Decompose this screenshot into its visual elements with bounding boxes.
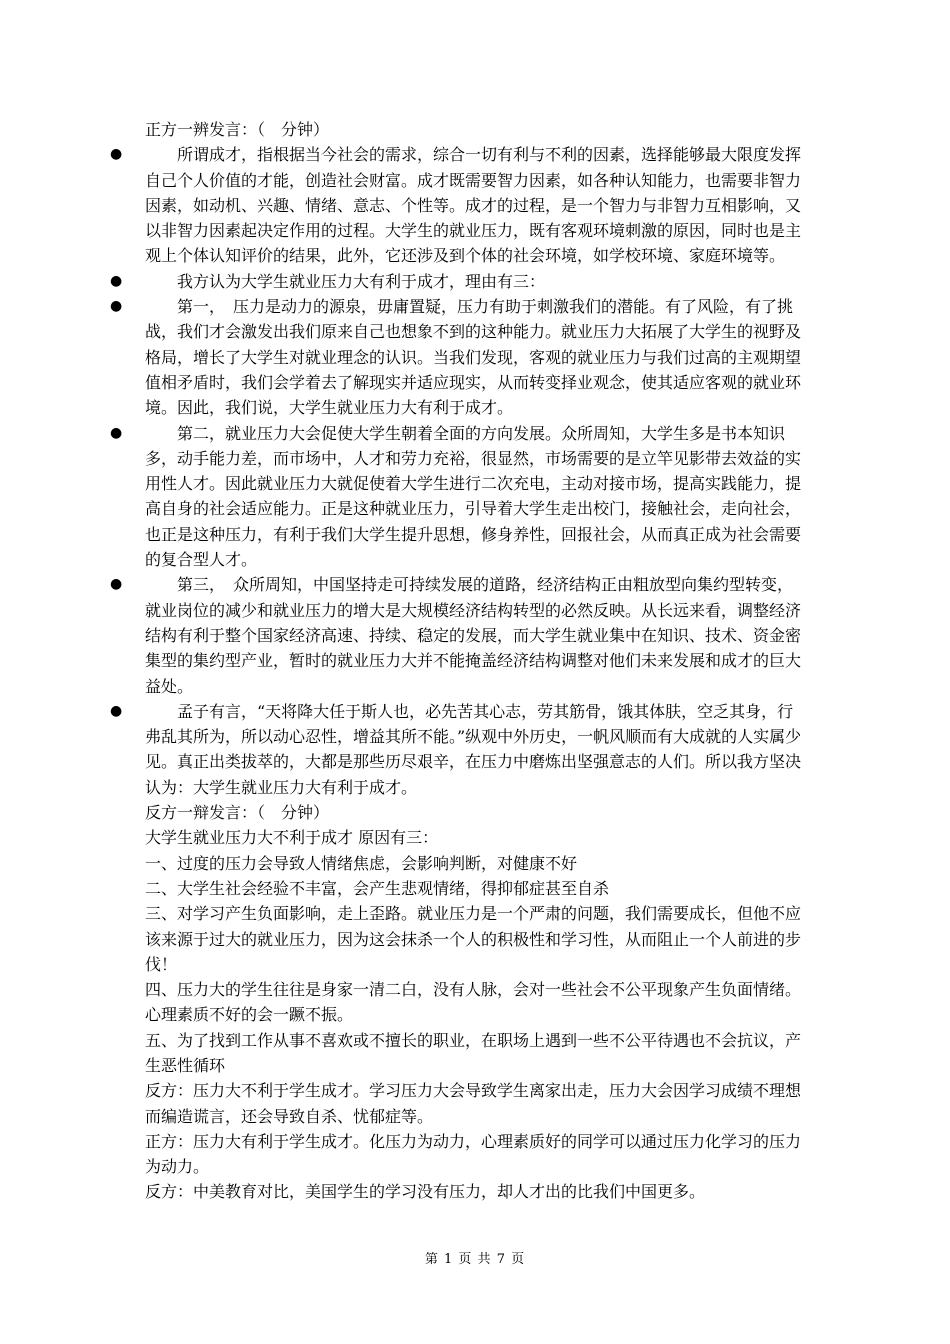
negative-line: 二、大学生社会经验不丰富，会产生悲观情绪，得抑郁症甚至自杀 <box>145 878 610 898</box>
negative-line: 反方：中美教育对比，美国学生的学习没有压力，却人才出的比我们中国更多。 <box>145 1182 706 1202</box>
page-footer: 第 1 页 共 7 页 <box>424 1252 526 1267</box>
bullet-icon: ● <box>110 146 123 163</box>
negative-line: 五、为了找到工作从事不喜欢或不擅长的职业，在职场上遇到一些不公平待遇也不会抗议，产生恶性循环 <box>145 1030 802 1075</box>
paragraph-reason-1: 第一， 压力是动力的源泉，毋庸置疑，压力有助于刺激我们的潜能。有了风险，有了挑战，我们才会激发出我们原来自己也想象不到的这种能力。就业压力大拓展了大学生的视野及格局，增长了大学生对就业理念的认识。当我们发现，客观的就业压力与我们过高的主观期望值相矛盾时，我们会学着去了解现实并适应现实，从而转变择业观念，使其适应客观的就业环境。因此，我们说，大学生就业压力大有利于成才。 <box>145 297 802 418</box>
bullet-paragraph <box>110 699 807 800</box>
paragraph-reason-2: 第二，就业压力大会促使大学生朝着全面的方向发展。众所周知，大学生多是书本知识多，动手能力差，而市场中，人才和劳力充裕，很显然，市场需要的是立竿见影带去效益的实用性人才。因此就业压力大就促使着大学生进行二次充电，主动对接市场，提高实践能力，提高自身的社会适应能力。正是这种就业压力，引导着大学生走出校门，接触社会，走向社会，也正是这种压力，有利于我们大学生提升思想，修身养性，回报社会，从而真正成为社会需要的复合型人才。 <box>145 423 802 570</box>
document-body <box>110 117 807 1205</box>
bullet-icon: ● <box>110 298 123 315</box>
bullet-icon: ● <box>110 272 123 289</box>
negative-line: 一、过度的压力会导致人情绪焦虑，会影响判断，对健康不好 <box>145 853 578 873</box>
bullet-paragraph <box>110 421 807 573</box>
paragraph-conclusion: 孟子有言，“天将降大任于斯人也，必先苦其心志，劳其筋骨，饿其体肤，空乏其身，行弗乱其所为，所以动心忍性，增益其所不能。”纵观中外历史，一帆风顺而有大成就的人实属少见。真正出类拔萃的，大都是那些历尽艰辛，在压力中磨炼出坚强意志的人们。所以我方坚决认为：大学生就业压力大有利于成才。 <box>145 701 802 797</box>
negative-line: 反方：压力大不利于学生成才。学习压力大会导致学生离家出走，压力大会因学习成绩不理想而编造谎言，还会导致自杀、忧郁症等。 <box>145 1081 802 1126</box>
negative-heading: 反方一辩发言：（ 分钟） <box>145 803 330 823</box>
negative-line: 大学生就业压力大不利于成才 原因有三： <box>145 828 439 848</box>
negative-line: 正方：压力大有利于学生成才。化压力为动力，心理素质好的同学可以通过压力化学习的压力为动力。 <box>145 1131 802 1177</box>
bullet-icon: ● <box>110 424 123 441</box>
bullet-icon: ● <box>110 576 123 593</box>
paragraph-thesis: 我方认为大学生就业压力大有利于成才，理由有三： <box>177 271 546 291</box>
paragraph-definition: 所谓成才，指根据当今社会的需求，综合一切有利与不利的因素，选择能够最大限度发挥自己个人价值的才能，创造社会财富。成才既需要智力因素，如各种认知能力，也需要非智力因素，如动机、兴趣、情绪、意志、个性等。成才的过程，是一个智力与非智力互相影响，又以非智力因素起决定作用的过程。大学生的就业压力，既有客观环境刺激的原因，同时也是主观上个体认知评价的结果，此外，它还涉及到个体的社会环境，如学校环境、家庭环境等。 <box>145 145 802 266</box>
bullet-paragraph <box>110 572 807 698</box>
bullet-paragraph <box>110 269 807 294</box>
paragraph-reason-3: 第三， 众所周知，中国坚持走可持续发展的道路，经济结构正由粗放型向集约型转变，就业岗位的减少和就业压力的增大是大规模经济结构转型的必然反映。从长远来看，调整经济结构有利于整个国家经济高速、持续、稳定的发展，而大学生就业集中在知识、技术、资金密集型的集约型产业，暂时的就业压力大并不能掩盖经济结构调整对他们未来发展和成才的巨大益处。 <box>145 575 802 696</box>
bullet-paragraph <box>110 142 807 268</box>
affirmative-heading: 正方一辨发言：（ 分钟） <box>145 120 330 139</box>
bullet-icon: ● <box>110 702 123 719</box>
bullet-paragraph <box>110 294 807 420</box>
negative-line: 三、对学习产生负面影响，走上歪路。就业压力是一个严肃的问题，我们需要成长，但他不应该来源于过大的就业压力，因为这会抹杀一个人的积极性和学习性，从而阻止一个人前进的步伐！ <box>145 904 802 974</box>
negative-line: 四、压力大的学生往往是身家一清二白，没有人脉，会对一些社会不公平现象产生负面情绪。心理素质不好的会一蹶不振。 <box>145 980 802 1025</box>
